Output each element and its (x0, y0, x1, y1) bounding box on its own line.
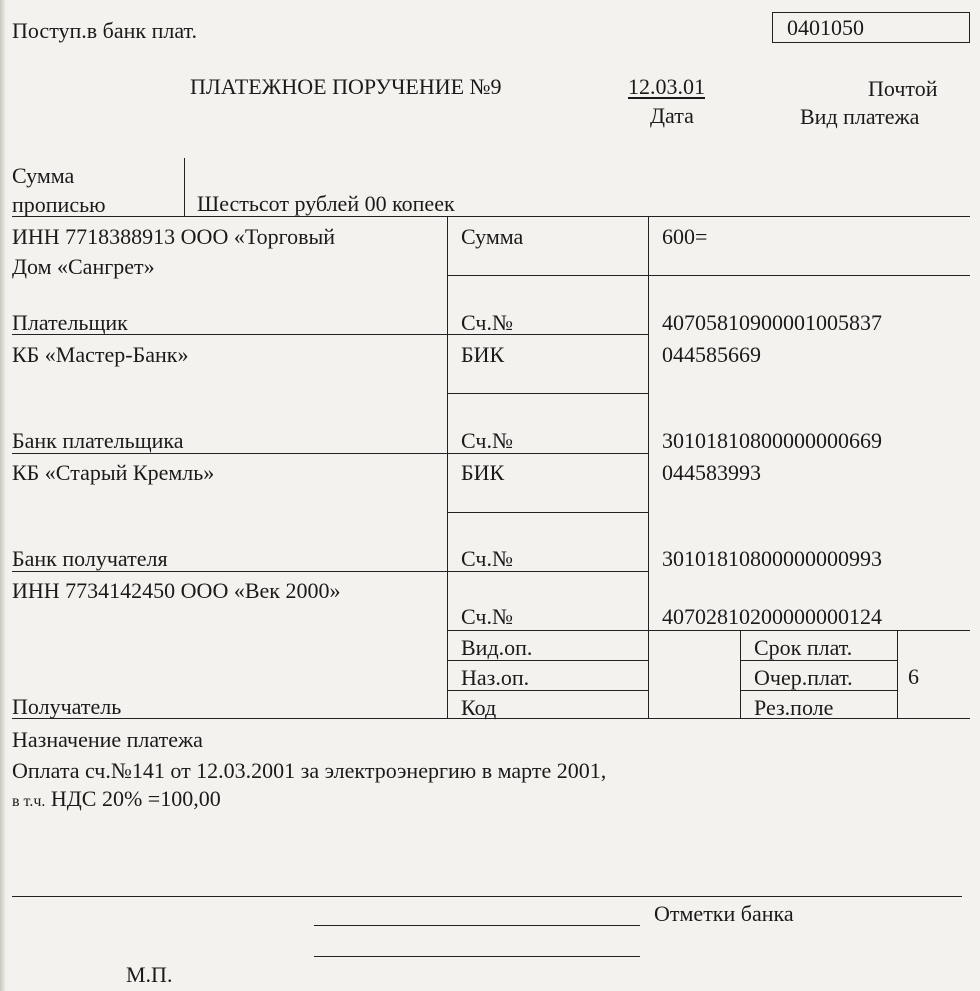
recipient-bank-bik-value: 044583993 (662, 460, 761, 485)
document-title: ПЛАТЕЖНОЕ ПОРУЧЕНИЕ №9 (190, 74, 502, 99)
grid-line (447, 216, 448, 718)
amount-words-label-line1: Сумма (12, 163, 75, 188)
recipient-label: Получатель (12, 694, 122, 719)
grid-line (648, 630, 649, 718)
page-edge-shadow (0, 0, 6, 991)
recipient-bank-label: Банк получателя (12, 546, 168, 571)
grid-line (447, 275, 970, 276)
amount-words-divider (184, 158, 185, 216)
purpose-line2-rest: НДС 20% =100,00 (50, 786, 221, 811)
grid-line (740, 660, 897, 661)
payer-account-value: 40705810900001005837 (662, 310, 882, 335)
form-code-box (772, 12, 970, 43)
amount-words-value: Шестьсот рублей 00 копеек (197, 191, 455, 216)
amount-value: 600= (662, 224, 708, 249)
payer-label: Плательщик (12, 310, 128, 335)
form-code: 0401050 (787, 15, 864, 40)
payer-bank-label: Банк плательщика (12, 428, 184, 453)
grid-line (447, 630, 970, 631)
recipient-bank-bik-label: БИК (461, 460, 505, 485)
payer-bank-name: КБ «Мастер-Банк» (12, 342, 189, 367)
payment-priority-value: 6 (908, 664, 919, 689)
received-in-bank-label: Поступ.в банк плат. (12, 18, 198, 43)
grid-line (897, 630, 898, 718)
recipient-bank-account-value: 30101810800000000993 (662, 546, 882, 571)
purpose-label: Назначение платежа (12, 727, 203, 752)
payer-bank-account-value: 30101810800000000669 (662, 428, 882, 453)
date-value: 12.03.01 (628, 74, 705, 99)
recipient-account-label: Сч.№ (461, 604, 513, 629)
date-label: Дата (650, 103, 694, 128)
grid-line (447, 393, 648, 394)
payment-type-value: Почтой (868, 76, 938, 101)
purpose-line2-prefix: в т.ч. (12, 793, 46, 810)
grid-line (648, 216, 649, 630)
payer-name-line1: ИНН 7718388913 ООО «Торговый (12, 224, 336, 249)
recipient-bank-account-label: Сч.№ (461, 546, 513, 571)
footer-separator (12, 896, 962, 897)
grid-line (12, 571, 648, 572)
payer-bank-account-label: Сч.№ (461, 428, 513, 453)
recipient-account-value: 40702810200000000124 (662, 604, 882, 629)
grid-line (740, 630, 741, 718)
amount-label: Сумма (461, 224, 524, 249)
signature-line-1 (314, 925, 640, 926)
signature-line-2 (314, 956, 640, 957)
payer-bank-bik-label: БИК (461, 342, 505, 367)
bank-marks-label: Отметки банка (654, 901, 794, 926)
payment-priority-label: Очер.плат. (754, 665, 853, 690)
grid-line (740, 690, 897, 691)
payer-bank-bik-value: 044585669 (662, 342, 761, 367)
payer-name-line2: Дом «Сангрет» (12, 254, 155, 279)
recipient-bank-name: КБ «Старый Кремль» (12, 460, 215, 485)
amount-words-label-line2: прописью (12, 192, 106, 217)
payer-account-label: Сч.№ (461, 310, 513, 335)
grid-line (447, 660, 648, 661)
code-label: Код (461, 695, 497, 720)
reserve-field-label: Рез.поле (754, 695, 834, 720)
stamp-label: М.П. (126, 962, 173, 987)
purpose-code-label: Наз.оп. (461, 665, 530, 690)
payment-term-label: Срок плат. (754, 635, 853, 660)
grid-line (12, 453, 648, 454)
purpose-line2 (12, 788, 221, 810)
op-type-label: Вид.оп. (461, 635, 533, 660)
purpose-line1: Оплата сч.№141 от 12.03.2001 за электроэнергию в марте 2001, (12, 758, 607, 783)
grid-line (447, 512, 648, 513)
grid-line (12, 216, 970, 217)
grid-line (447, 690, 648, 691)
recipient-name: ИНН 7734142450 ООО «Век 2000» (12, 578, 341, 603)
payment-type-label: Вид платежа (800, 104, 920, 129)
